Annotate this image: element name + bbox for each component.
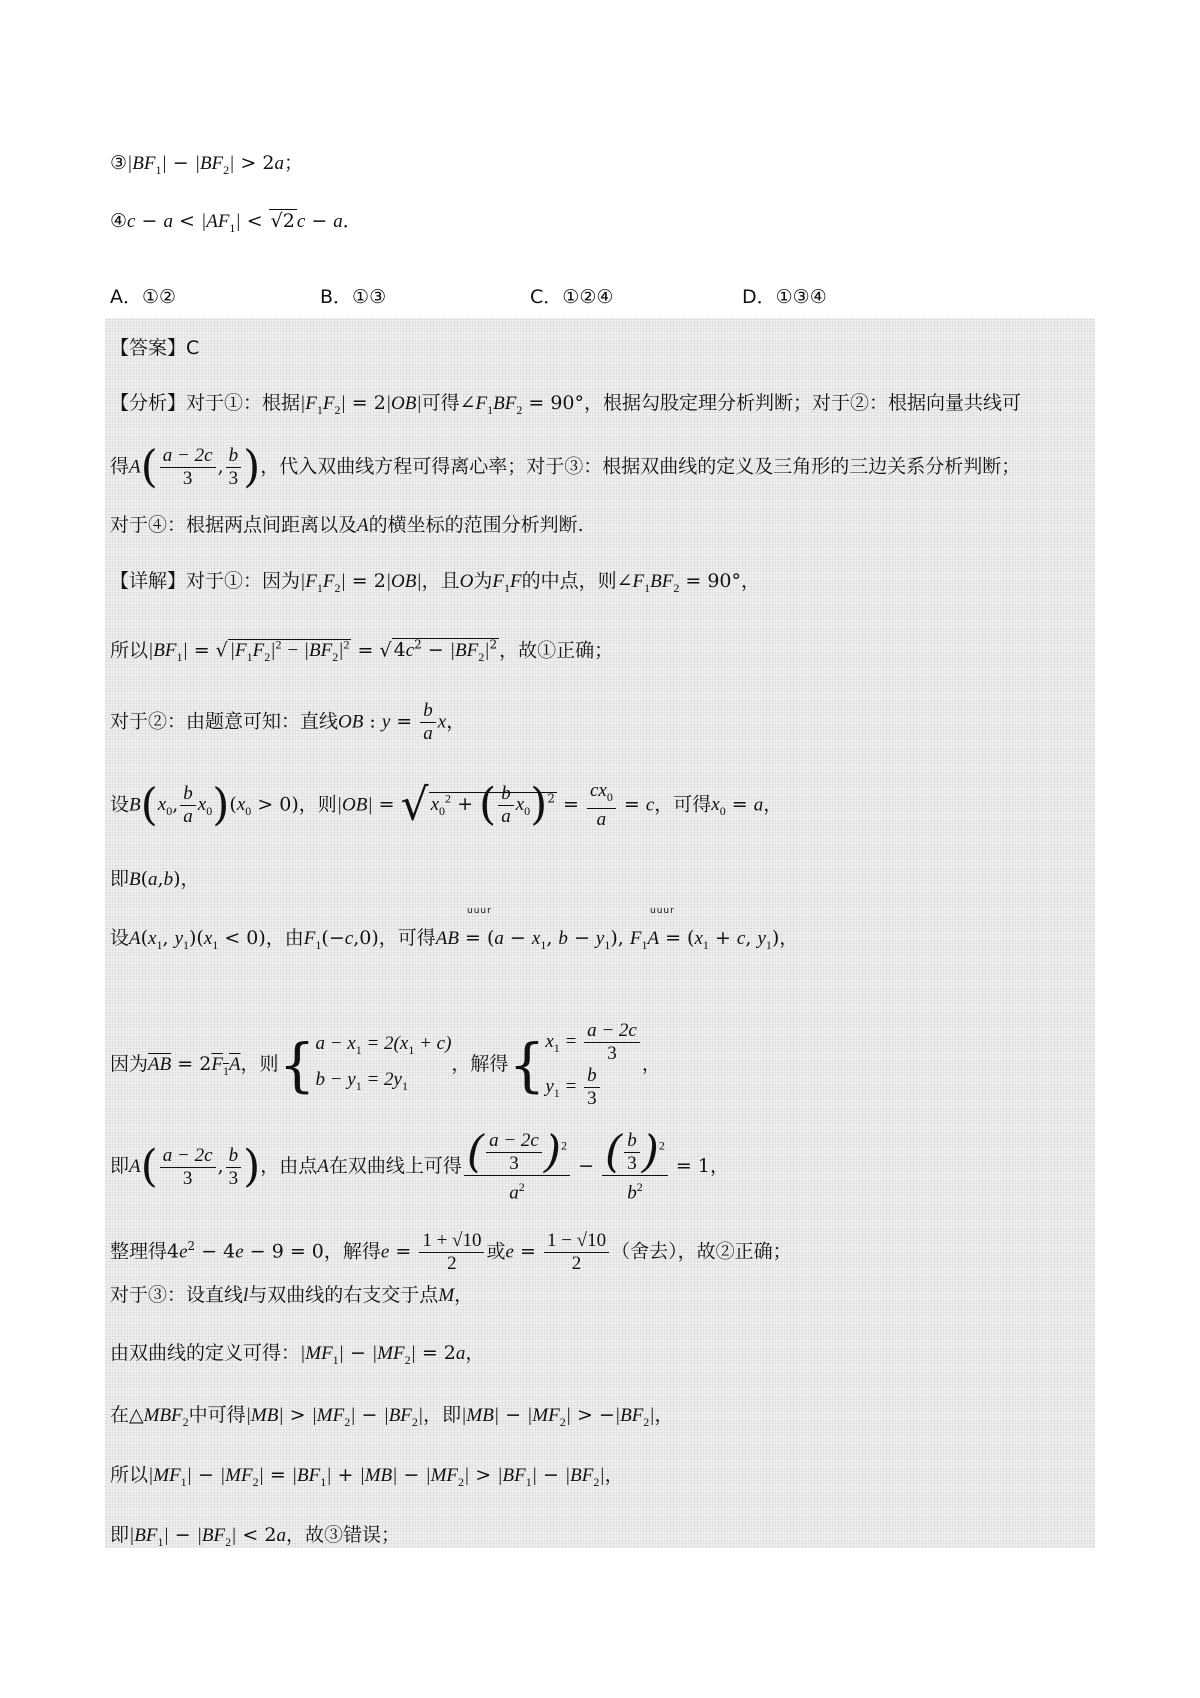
option-b[interactable]: B．①③ (320, 286, 387, 308)
detail-line-8: 即A( $\frac{a - 2c}{3}$ , $\frac{b}{3}$ )，由点A在双曲线上可得 ( $\frac{a - 2c}{3}$ )$^2$ $a^2$ − ( $\frac{b}{3}$ )$^2$ $b^2$ = 1， (110, 1126, 729, 1204)
detail-line-4: 设$B(x_0$, $\frac{b}{a}$ $x_0)(x_0 > 0)$，则|OB| = √ $x_0^2$ + ( $\frac{b}{a}$ $x_0)^2$ = $\frac{cx_0}{a}$ = c，可得$x_0 = a$， (110, 779, 783, 831)
detail-line-14: 即$|BF_1| - |BF_2| < 2a$，故③错误； (110, 1524, 400, 1549)
item-4: ④c − $a < |AF_1| < √2$ c − a． (110, 210, 362, 235)
vector-artifact-2: uuur (650, 906, 675, 916)
option-c[interactable]: C．①②④ (530, 286, 614, 308)
analysis-line-3: 对于④：根据两点间距离以及A的横坐标的范围分析判断. (110, 514, 584, 536)
detail-line-2: 所以$|BF_1|$ = √ $|F_1F_2|^2 - |BF_2|^2$ = √ $4c^2 - |BF_2|^2$ ，故①正确； (110, 638, 614, 665)
detail-line-3: 对于②：由题意可知：直线OB : y = $\frac{b}{a}$ x， (110, 700, 466, 744)
detail-line-1: 【详解】对于①：因为$|F_1F_2| = 2|OB|$，且O为$F_1F$的中点，则$\angle F_1BF_2 = 90^\circ$， (110, 570, 761, 595)
option-d[interactable]: D．①③④ (742, 286, 827, 308)
detail-line-7: 因为$\overline{AB} = 2F_1A$，则{$a - x_1 = 2(x_1 + c)$ $b - y_1 = 2y_1$，解得{$x_1$ = $\frac{a - 2c}{3}$ $y_1$ = $\frac{b}{3}$ ， (110, 1020, 661, 1109)
detail-line-10: 对于③：设直线l与双曲线的右支交于点M， (110, 1284, 474, 1306)
detail-line-11: 由双曲线的定义可得：$|MF_1| - |MF_2| = 2a$， (110, 1342, 485, 1367)
option-a[interactable]: A．①② (110, 286, 177, 308)
vector-artifact-1: uuur (467, 906, 492, 916)
analysis-line-2: 得A( $\frac{a - 2c}{3}$ , $\frac{b}{3}$ )，代入双曲线方程可得离心率；对于③：根据双曲线的定义及三角形的三边关系分析判断； (110, 441, 1021, 493)
detail-line-5: 即B(a,b)， (110, 868, 200, 890)
detail-line-6: 设$A(x_1$, $y_1)(x_1 < 0)$，由$F_1(-c,0)$，可得AB = ($a - x_1$, $b - y_1$), $F_1A = (x_1 + c$, $y_1$)， (110, 927, 799, 952)
item-3: $③|BF_1| - |BF_2| > 2a$； (110, 152, 303, 177)
detail-line-13: 所以$|MF_1| - |MF_2| = |BF_1| + |MB| - |MF_2| > |BF_1| - |BF_2|$， (110, 1464, 624, 1489)
analysis-line-1: 【分析】对于①：根据$|F_1F_2| = 2|OB|$可得$\angle F_1BF_2 = 90^\circ$，根据勾股定理分析判断；对于②：根据向量共线可 (110, 392, 1022, 417)
detail-line-9: 整理得$4e^2 - 4e - 9 = 0$，解得e = $\frac{1 + √10}{2}$ 或e = $\frac{1 - √10}{2}$ （舍去），故②正确； (110, 1230, 792, 1274)
detail-line-12: 在$\triangle MBF_2$中可得$|MB| > |MF_2| - |BF_2|$，即$|MB| - |MF_2| > -|BF_2|$， (110, 1404, 674, 1429)
answer: 【答案】C (110, 337, 200, 359)
